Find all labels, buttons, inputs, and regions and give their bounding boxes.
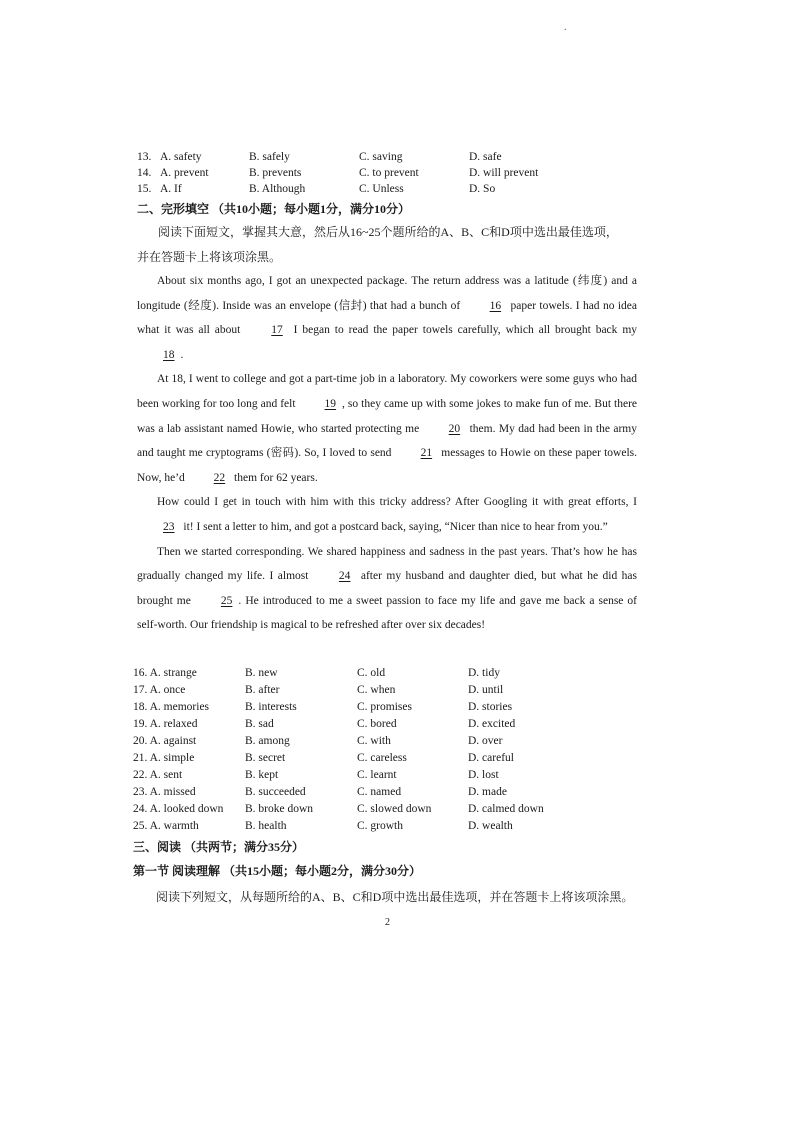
q15-num: 15. <box>137 183 152 195</box>
p1-text-3: I began to read the paper towels carefully, which all brought back my <box>293 324 638 337</box>
blank-25: 25 <box>220 594 233 607</box>
q20-option-c: C. with <box>357 735 391 747</box>
p2-text-5: them for 62 years. <box>234 471 318 484</box>
q13-option-d: D. safe <box>469 151 502 163</box>
section3-instruction: 阅读下列短文，从每题所给的A、B、C和D项中选出最佳选项，并在答题卡上将该项涂黑。 <box>156 890 634 904</box>
p2-text-1: At 18, I went to college and got a part-time job in a laboratory. My coworkers were some guys who had been working for too long and felt <box>137 373 637 410</box>
page-number: 2 <box>385 917 390 928</box>
passage-paragraph-1 <box>137 269 637 367</box>
q23-option-c: C. named <box>357 786 402 798</box>
blank-22: 22 <box>213 471 226 484</box>
blank-17: 17 <box>271 324 283 337</box>
q24-option-d: D. calmed down <box>468 803 544 815</box>
q24-option-c: C. slowed down <box>357 803 432 815</box>
p3-text-2: it! I sent a letter to him, and got a postcard back, saying, “Nicer than nice to hear from you.” <box>183 520 608 533</box>
q19-option-b: B. sad <box>245 718 274 730</box>
q15-option-b: B. Although <box>249 183 306 195</box>
section3-subheading: 第一节 阅读理解 （共15小题；每小题2分，满分30分） <box>133 864 422 878</box>
p4-text-3: . He introduced to me a sweet passion to face my life and gave me back a sense of self-worth. Our friendship is magical to be refreshed after over six decades! <box>137 594 638 632</box>
q19-option-c: C. bored <box>357 718 397 730</box>
p1-text-1: About six months ago, I got an unexpected package. The return address was a latitude (纬度) and a longitude (经度). Inside was an envelope (信封) that had a bunch of <box>137 275 637 312</box>
q22-option-d: D. lost <box>468 769 499 781</box>
q14-option-a: A. prevent <box>160 167 209 179</box>
section2-instruction-line1: 阅读下面短文，掌握其大意，然后从16~25个题所给的A、B、C和D项中选出最佳选项， <box>158 225 618 239</box>
q19-option-a: 19. A. relaxed <box>133 718 198 730</box>
q14-option-c: C. to prevent <box>359 167 419 179</box>
q17-option-c: C. when <box>357 684 396 696</box>
q14-option-b: B. prevents <box>249 167 302 179</box>
passage-paragraph-3 <box>137 490 637 539</box>
blank-16: 16 <box>489 299 502 312</box>
blank-23: 23 <box>163 520 175 533</box>
blank-21: 21 <box>420 447 433 460</box>
q18-option-b: B. interests <box>245 701 297 713</box>
q21-option-b: B. secret <box>245 752 286 764</box>
p4-text-1: Then we started corresponding. We shared happiness and sadness in the past years. That’s how he has gradually changed my life. I almost <box>137 545 637 583</box>
q16-option-b: B. new <box>245 667 278 679</box>
q22-option-c: C. learnt <box>357 769 397 781</box>
q24-option-a: 24. A. looked down <box>133 803 224 815</box>
p4-text-2: after my husband and daughter died, but what he did has brought me <box>137 570 638 607</box>
section3-heading: 三、阅读 （共两节；满分35分） <box>133 840 305 854</box>
p1-end: . <box>180 348 184 361</box>
q25-option-d: D. wealth <box>468 820 513 832</box>
q21-option-d: D. careful <box>468 752 514 764</box>
q17-option-a: 17. A. once <box>133 684 186 696</box>
q25-option-b: B. health <box>245 820 287 832</box>
q23-option-a: 23. A. missed <box>133 786 196 798</box>
q18-option-d: D. stories <box>468 701 513 713</box>
q23-option-b: B. succeeded <box>245 786 306 798</box>
q18-option-a: 18. A. memories <box>133 701 210 713</box>
q13-option-a: A. safety <box>160 151 202 163</box>
q21-option-c: C. careless <box>357 752 407 764</box>
q20-option-d: D. over <box>468 735 503 747</box>
blank-19: 19 <box>324 397 337 410</box>
q22-option-a: 22. A. sent <box>133 769 183 781</box>
blank-24: 24 <box>338 570 351 583</box>
cloze-passage <box>137 269 637 638</box>
q24-option-b: B. broke down <box>245 803 314 815</box>
q15-option-d: D. So <box>469 183 496 195</box>
q13-option-c: C. saving <box>359 151 403 163</box>
passage-paragraph-2 <box>137 367 637 490</box>
p1-text-2: paper towels. I had no idea what it was all about <box>137 299 638 337</box>
scan-mark: . <box>564 22 567 33</box>
blank-20: 20 <box>448 422 461 435</box>
q18-option-c: C. promises <box>357 701 412 713</box>
q20-option-a: 20. A. against <box>133 735 197 747</box>
p2-text-3: them. My dad had been in the army and taught me cryptograms (密码). So, I loved to send <box>137 422 638 460</box>
q19-option-d: D. excited <box>468 718 516 730</box>
q13-option-b: B. safely <box>249 151 290 163</box>
q17-option-d: D. until <box>468 684 504 696</box>
p2-text-4: messages to Howie on these paper towels. Now, he’d <box>137 447 638 484</box>
q20-option-b: B. among <box>245 735 290 747</box>
q16-option-a: 16. A. strange <box>133 667 197 679</box>
q15-option-c: C. Unless <box>359 183 404 195</box>
section2-heading: 二、完形填空 （共10小题；每小题1分，满分10分） <box>137 202 411 216</box>
q15-option-a: A. If <box>160 183 182 195</box>
q23-option-d: D. made <box>468 786 507 798</box>
q25-option-a: 25. A. warmth <box>133 820 199 832</box>
p2-text-2: , so they came up with some jokes to make fun of me. But there was a lab assistant named Howie, who started protecting me <box>137 397 638 435</box>
passage-paragraph-4 <box>137 540 637 638</box>
q13-num: 13. <box>137 151 152 163</box>
q22-option-b: B. kept <box>245 769 279 781</box>
q14-num: 14. <box>137 167 152 179</box>
p3-text-1: How could I get in touch with him with this tricky address? After Googling it with great efforts, I <box>157 496 637 509</box>
blank-18: 18 <box>163 348 175 361</box>
section2-instruction-line2: 并在答题卡上将该项涂黑。 <box>137 250 282 264</box>
q14-option-d: D. will prevent <box>469 167 539 179</box>
q17-option-b: B. after <box>245 684 280 696</box>
q21-option-a: 21. A. simple <box>133 752 195 764</box>
q25-option-c: C. growth <box>357 820 403 832</box>
q16-option-d: D. tidy <box>468 667 500 679</box>
q16-option-c: C. old <box>357 667 386 679</box>
